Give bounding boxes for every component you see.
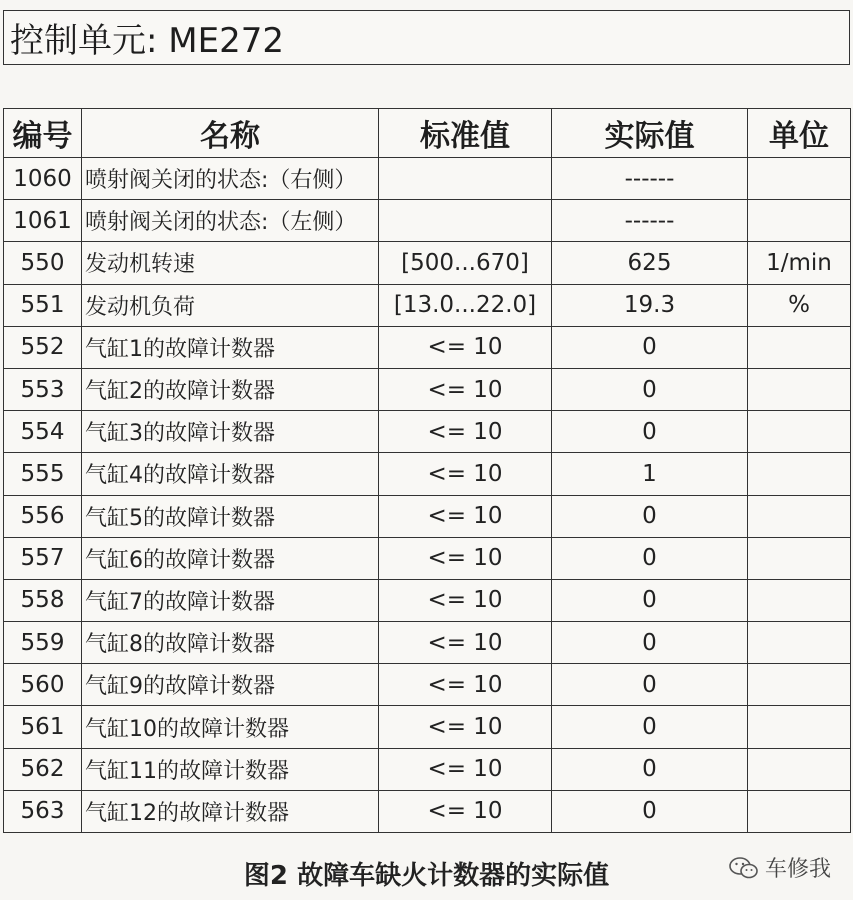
cell-number: 550 xyxy=(4,242,82,284)
cell-actual: 0 xyxy=(552,748,748,790)
cell-actual: 0 xyxy=(552,411,748,453)
cell-actual: 0 xyxy=(552,495,748,537)
cell-unit: % xyxy=(748,284,851,326)
cell-unit xyxy=(748,579,851,621)
cell-unit xyxy=(748,411,851,453)
watermark xyxy=(729,852,831,883)
cell-number: 1060 xyxy=(4,158,82,200)
cell-actual: 0 xyxy=(552,664,748,706)
cell-actual: 19.3 xyxy=(552,284,748,326)
table-row xyxy=(4,664,851,706)
cell-number: 559 xyxy=(4,622,82,664)
cell-actual: 0 xyxy=(552,790,748,832)
cell-standard xyxy=(379,200,552,242)
cell-name: 气缸5的故障计数器 xyxy=(82,495,379,537)
cell-unit xyxy=(748,326,851,368)
cell-name: 气缸6的故障计数器 xyxy=(82,537,379,579)
cell-number: 553 xyxy=(4,368,82,410)
cell-name: 气缸3的故障计数器 xyxy=(82,411,379,453)
cell-number: 551 xyxy=(4,284,82,326)
cell-number: 558 xyxy=(4,579,82,621)
cell-actual: ------ xyxy=(552,200,748,242)
cell-standard xyxy=(379,158,552,200)
table-row xyxy=(4,368,851,410)
cell-actual: 0 xyxy=(552,706,748,748)
table-row xyxy=(4,200,851,242)
cell-name: 发动机负荷 xyxy=(82,284,379,326)
cell-standard: <= 10 xyxy=(379,495,552,537)
table-row xyxy=(4,411,851,453)
cell-standard: [500...670] xyxy=(379,242,552,284)
cell-number: 563 xyxy=(4,790,82,832)
cell-name: 发动机转速 xyxy=(82,242,379,284)
cell-name: 气缸1的故障计数器 xyxy=(82,326,379,368)
cell-number: 562 xyxy=(4,748,82,790)
table-row xyxy=(4,790,851,832)
control-unit-box xyxy=(3,10,850,65)
cell-standard: <= 10 xyxy=(379,579,552,621)
cell-standard: <= 10 xyxy=(379,326,552,368)
cell-actual: 0 xyxy=(552,622,748,664)
cell-actual: 0 xyxy=(552,579,748,621)
header-number: 编号 xyxy=(4,109,82,158)
cell-number: 1061 xyxy=(4,200,82,242)
cell-name: 气缸8的故障计数器 xyxy=(82,622,379,664)
cell-actual: 0 xyxy=(552,326,748,368)
cell-unit xyxy=(748,790,851,832)
cell-unit xyxy=(748,537,851,579)
cell-actual: 0 xyxy=(552,537,748,579)
header-unit: 单位 xyxy=(748,109,851,158)
cell-unit xyxy=(748,453,851,495)
cell-name: 喷射阀关闭的状态:（右侧） xyxy=(82,158,379,200)
cell-standard: <= 10 xyxy=(379,411,552,453)
table-row xyxy=(4,495,851,537)
cell-standard: <= 10 xyxy=(379,622,552,664)
table-row xyxy=(4,284,851,326)
cell-number: 561 xyxy=(4,706,82,748)
figure-caption: 图2 故障车缺火计数器的实际值 xyxy=(243,861,610,891)
header-actual-value: 实际值 xyxy=(552,109,748,158)
cell-standard: [13.0...22.0] xyxy=(379,284,552,326)
table-row xyxy=(4,579,851,621)
control-unit-label: 控制单元: ME272 xyxy=(10,21,284,61)
cell-standard: <= 10 xyxy=(379,706,552,748)
cell-name: 气缸2的故障计数器 xyxy=(82,368,379,410)
table-header-row xyxy=(4,109,851,158)
cell-actual: 625 xyxy=(552,242,748,284)
cell-name: 气缸10的故障计数器 xyxy=(82,706,379,748)
cell-name: 气缸11的故障计数器 xyxy=(82,748,379,790)
cell-number: 555 xyxy=(4,453,82,495)
cell-unit xyxy=(748,200,851,242)
table-row xyxy=(4,453,851,495)
data-table xyxy=(3,108,851,833)
cell-number: 554 xyxy=(4,411,82,453)
cell-unit xyxy=(748,748,851,790)
table-row xyxy=(4,706,851,748)
table-body xyxy=(4,158,851,833)
cell-unit xyxy=(748,664,851,706)
cell-name: 喷射阀关闭的状态:（左侧） xyxy=(82,200,379,242)
table-row xyxy=(4,537,851,579)
cell-standard: <= 10 xyxy=(379,790,552,832)
cell-standard: <= 10 xyxy=(379,453,552,495)
watermark-text: 车修我 xyxy=(764,857,831,882)
cell-name: 气缸12的故障计数器 xyxy=(82,790,379,832)
cell-actual: ------ xyxy=(552,158,748,200)
cell-unit: 1/min xyxy=(748,242,851,284)
cell-name: 气缸9的故障计数器 xyxy=(82,664,379,706)
cell-standard: <= 10 xyxy=(379,664,552,706)
header-name: 名称 xyxy=(82,109,379,158)
cell-actual: 0 xyxy=(552,368,748,410)
cell-standard: <= 10 xyxy=(379,537,552,579)
cell-number: 560 xyxy=(4,664,82,706)
cell-standard: <= 10 xyxy=(379,748,552,790)
cell-unit xyxy=(748,368,851,410)
cell-name: 气缸4的故障计数器 xyxy=(82,453,379,495)
cell-standard: <= 10 xyxy=(379,368,552,410)
table-row xyxy=(4,622,851,664)
cell-number: 557 xyxy=(4,537,82,579)
cell-number: 556 xyxy=(4,495,82,537)
header-standard-value: 标准值 xyxy=(379,109,552,158)
table-row xyxy=(4,748,851,790)
cell-name: 气缸7的故障计数器 xyxy=(82,579,379,621)
table-row xyxy=(4,158,851,200)
wechat-icon xyxy=(729,856,759,880)
table-row xyxy=(4,326,851,368)
cell-unit xyxy=(748,158,851,200)
cell-unit xyxy=(748,622,851,664)
cell-unit xyxy=(748,706,851,748)
cell-unit xyxy=(748,495,851,537)
table-row xyxy=(4,242,851,284)
cell-actual: 1 xyxy=(552,453,748,495)
cell-number: 552 xyxy=(4,326,82,368)
